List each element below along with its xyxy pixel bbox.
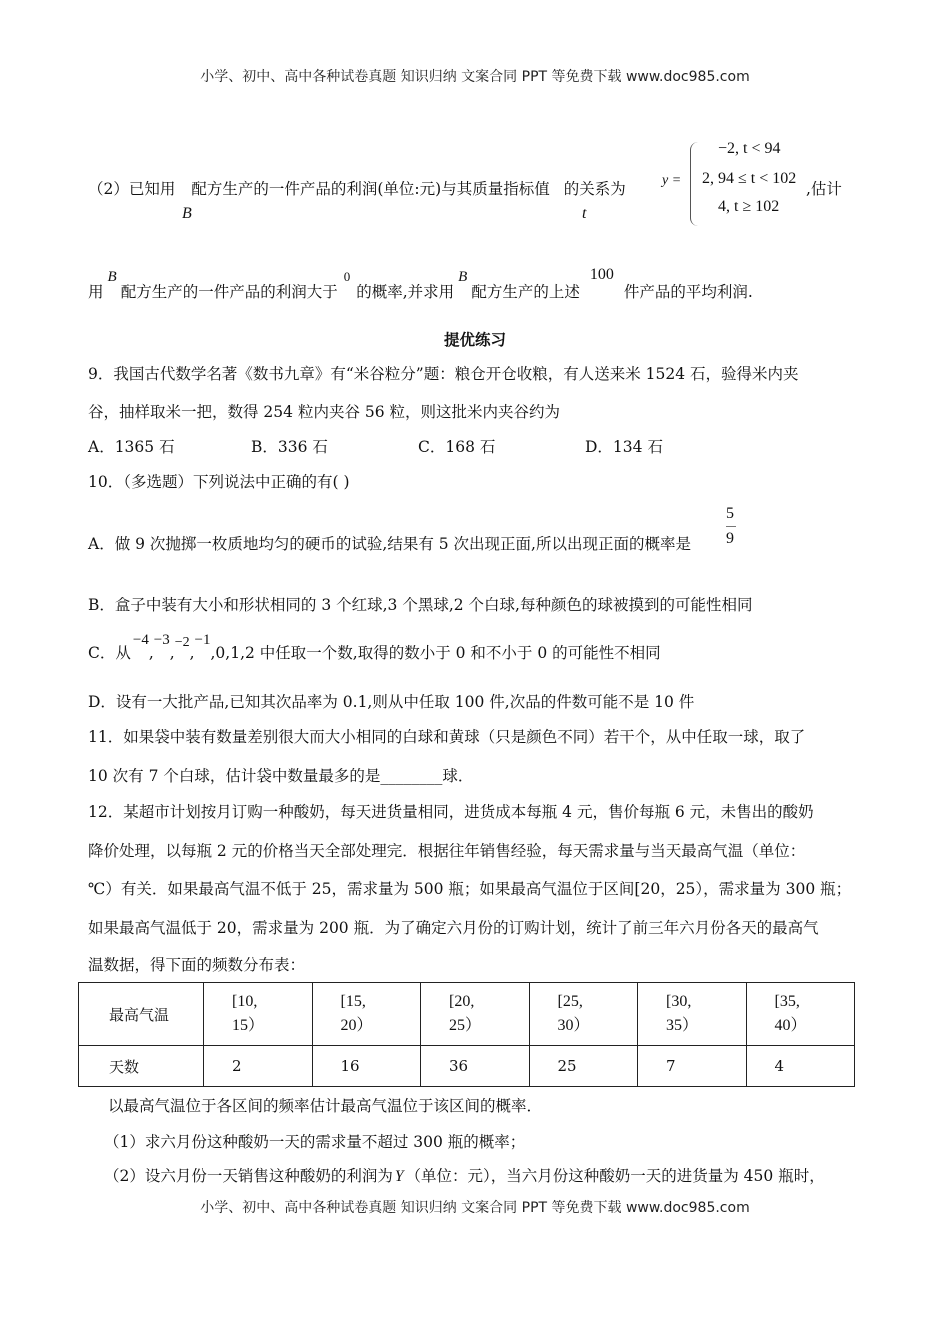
table-cell-days: 2	[204, 1046, 313, 1087]
table-cell-days: 16	[312, 1046, 421, 1087]
q8-part2-line2	[88, 266, 753, 302]
q10-c-neg1: −1	[194, 632, 211, 648]
q10-frac-denominator: 9	[726, 530, 734, 547]
table-row-days	[79, 1046, 855, 1087]
table-cell-interval: [25, 30）	[529, 983, 638, 1046]
table-cell-interval: [10, 15）	[204, 983, 313, 1046]
table-cell-days: 4	[746, 1046, 855, 1087]
table-cell-interval: [20, 25）	[421, 983, 530, 1046]
q8-y-equals: y =	[662, 173, 682, 188]
q12-after-table: 以最高气温位于各区间的频率估计最高气温位于该区间的概率．	[108, 1097, 543, 1115]
table-cell-days: 7	[638, 1046, 747, 1087]
piecewise-case-1: −2, t < 94	[718, 140, 781, 157]
q9-option-d: D．134 石	[585, 438, 663, 456]
q8-l2-var-b2: B	[458, 269, 468, 285]
q8-var-b: B	[182, 205, 192, 222]
q8-l2-t1: 用	[88, 283, 104, 301]
q10-option-a: A．做 9 次抛掷一枚质地均匀的硬币的试验,结果有 5 次出现正面,所以出现正面的概率是	[88, 535, 691, 553]
table-header-days: 天数	[79, 1046, 204, 1087]
q8-l2-zero: 0	[343, 269, 351, 284]
q8-part2-line1	[88, 177, 626, 199]
q10-stem: 10．（多选题）下列说法中正确的有( )	[88, 473, 350, 491]
q8-l2-var-b1: B	[107, 269, 117, 285]
q10-c-prefix: C．从	[88, 644, 131, 662]
table-cell-interval: [30, 35）	[638, 983, 747, 1046]
table-cell-interval: [15, 20）	[312, 983, 421, 1046]
q10-c-neg4: −4	[132, 632, 149, 648]
q9-line1: 9．我国古代数学名著《数书九章》有“米谷粒分”题：粮仓开仓收粮，有人送来米 1524 石，验得米内夹	[88, 365, 799, 383]
q8-var-t: t	[582, 205, 587, 222]
q9-option-a: A．1365 石	[88, 438, 175, 456]
q9-option-c: C．168 石	[418, 438, 496, 456]
q12-line1: 12．某超市计划按月订购一种酸奶，每天进货量相同，进货成本每瓶 4 元，售价每瓶 6 元，未售出的酸奶	[88, 803, 814, 821]
q8-text-b: 配方生产的一件产品的利润(单位:元)与其质量指标值	[191, 180, 550, 198]
q8-l2-t3: 的概率,并求用	[356, 283, 455, 301]
q12-line3: ℃）有关．如果最高气温不低于 25，需求量为 500 瓶；如果最高气温位于区间[20，25），需求量为 300 瓶；	[88, 880, 852, 898]
piecewise-case-2: 2, 94 ≤ t < 102	[702, 170, 797, 187]
header-banner: 小学、初中、高中各种试卷真题 知识归纳 文案合同 PPT 等免费下载 www.doc985.com	[200, 69, 750, 85]
q10-option-d: D．设有一大批产品,已知其次品率为 0.1,则从中任取 100 件,次品的件数可能不是 10 件	[88, 693, 695, 711]
q8-l2-t4: 配方生产的上述	[471, 283, 580, 301]
q8-text-d: ,估计	[806, 180, 842, 198]
q10-option-b: B．盒子中装有大小和形状相同的 3 个红球,3 个黑球,2 个白球,每种颜色的球被摸到的可能性相同	[88, 596, 753, 614]
q10-frac-bar	[726, 526, 736, 527]
table-row-temperature	[79, 983, 855, 1046]
q10-c-suffix: ,0,1,2 中任取一个数,取得的数小于 0 和不小于 0 的可能性不相同	[210, 644, 661, 662]
q12-part1: （1）求六月份这种酸奶一天的需求量不超过 300 瓶的概率；	[104, 1133, 526, 1151]
q12-line2: 降价处理，以每瓶 2 元的价格当天全部处理完．根据往年销售经验，每天需求量与当天最高气温（单位：	[88, 842, 806, 860]
q11-line2: 10 次有 7 个白球，估计袋中数量最多的是________球．	[88, 767, 474, 785]
q9-line2: 谷，抽样取米一把，数得 254 粒内夹谷 56 粒，则这批米内夹谷约为	[88, 403, 561, 421]
q10-option-c: C．从−4,−3,−2,−1,0,1,2 中任取一个数,取得的数小于 0 和不小于 0 的可能性不相同	[88, 632, 661, 662]
q10-frac-numerator: 5	[726, 505, 734, 522]
q12-part2-var-y: Y	[394, 1168, 404, 1185]
q8-l2-hundred: 100	[589, 266, 614, 283]
q8-text-c: 的关系为	[563, 180, 626, 198]
table-header-temperature: 最高气温	[79, 983, 204, 1046]
q8-l2-t2: 配方生产的一件产品的利润大于	[120, 283, 338, 301]
q12-line5: 温数据，得下面的频数分布表：	[88, 956, 306, 974]
table-cell-days: 36	[421, 1046, 530, 1087]
q12-part2	[104, 1164, 825, 1186]
piecewise-case-3: 4, t ≥ 102	[718, 198, 780, 215]
q8-text-a: （2）已知用	[88, 180, 176, 198]
q9-option-b: B．336 石	[251, 438, 328, 456]
section-title: 提优练习	[443, 330, 506, 349]
table-cell-days: 25	[529, 1046, 638, 1087]
q8-l2-t5: 件产品的平均利润.	[623, 283, 753, 301]
q10-c-neg2: −2	[174, 635, 190, 650]
frequency-table	[78, 982, 855, 1087]
q10-c-neg3: −3	[153, 632, 170, 648]
footer-banner: 小学、初中、高中各种试卷真题 知识归纳 文案合同 PPT 等免费下载 www.doc985.com	[200, 1200, 750, 1216]
q11-line1: 11．如果袋中装有数量差别很大而大小相同的白球和黄球（只是颜色不同）若干个，从中任取一球，取了	[88, 728, 806, 746]
q12-part2-a: （2）设六月份一天销售这种酸奶的利润为	[104, 1167, 393, 1185]
table-cell-interval: [35, 40）	[746, 983, 855, 1046]
q12-part2-b: （单位：元），当六月份这种酸奶一天的进货量为 450 瓶时，	[405, 1167, 825, 1185]
q12-line4: 如果最高气温低于 20，需求量为 200 瓶．为了确定六月份的订购计划，统计了前三年六月份各天的最高气	[88, 919, 819, 937]
